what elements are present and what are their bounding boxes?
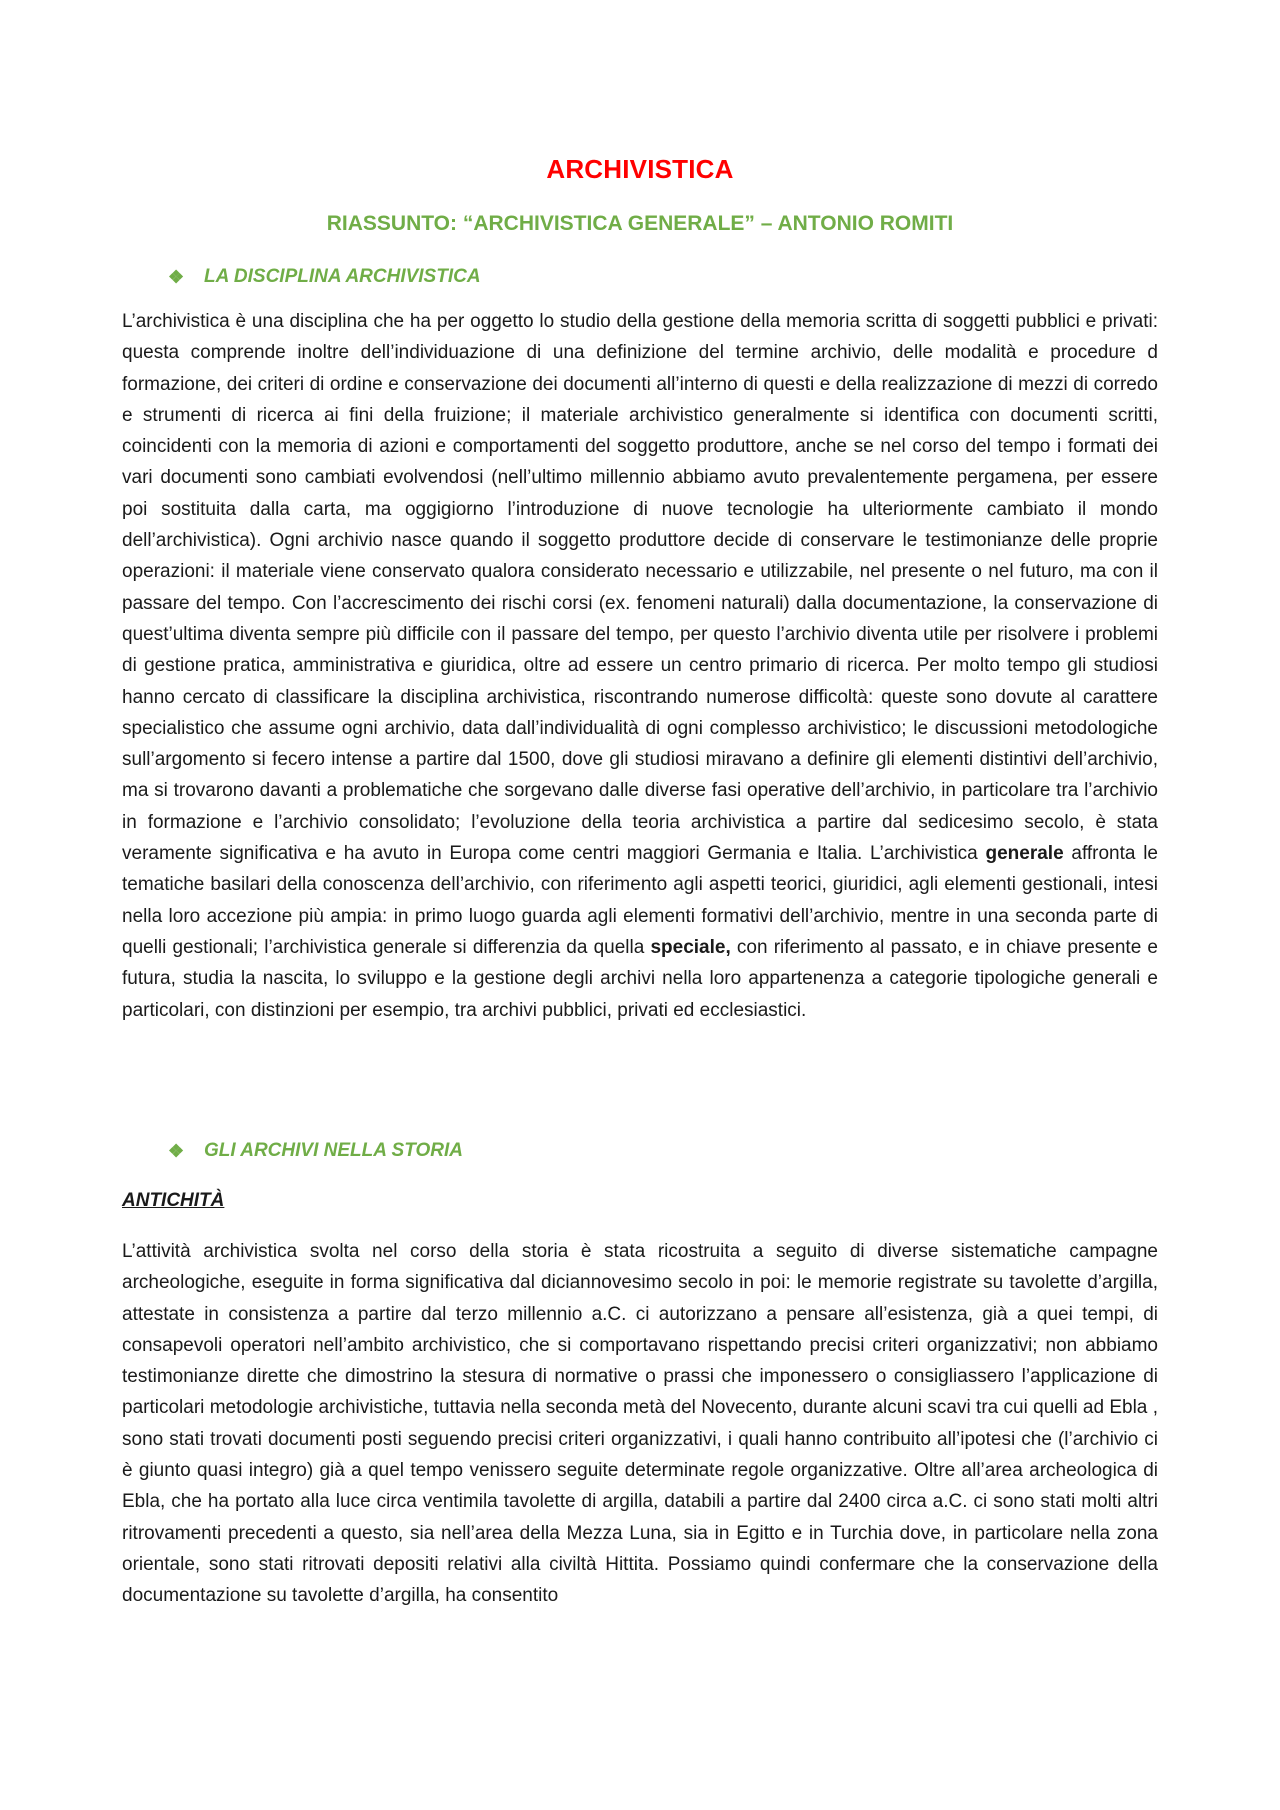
paragraph-antichita: L’attività archivistica svolta nel corso della storia è stata ricostruita a seguito di diverse sistematiche campagne archeologiche, eseguite in forma significativa dal diciannovesimo secolo in poi: le memorie registrate su tavolette d’argilla, attestate in consistenza a partire dal terzo millennio a.C. ci autorizzano a pensare all’esistenza, già a quei tempi, di consapevoli operatori nell’ambito archivistico, che si comportavano rispettando precisi criteri organizzativi; non abbiamo testimonianze dirette che dimostrino la stesura di normative o prassi che imponessero o consigliassero l’applicazione di particolari metodologie archivistiche, tuttavia nella seconda metà del Novecento, durante alcuni scavi tra cui quelli ad Ebla , sono stati trovati documenti posti seguendo precisi criteri organizzativi, i quali hanno contribuito all’ipotesi che (l’archivio ci è giunto quasi integro) già a quel tempo venissero seguite determinate regole organizzative. Oltre all’area archeologica di Ebla, che ha portato alla luce circa ventimila tavolette di argilla, databili a partire dal 2400 circa a.C. ci sono stati molti altri ritrovamenti precedenti a questo, sia nell’area della Mezza Luna, sia in Egitto e in Turchia dove, in particolare nella zona orientale, sono stati ritrovati depositi relativi alla civiltà Hittita. Possiamo quindi confermare che la conservazione della documentazione su tavolette d’argilla, ha consentito xyxy=(122,1241,1158,1607)
section-heading-text: GLI ARCHIVI NELLA STORIA xyxy=(204,1140,463,1161)
paragraph-text: affronta le tematiche basilari della conoscenza dell’archivio, con riferimento agli aspetti teorici, giuridici, agli elementi gestionali, intesi nella loro accezione più ampia: in primo luogo guarda agli elementi formativi dell’archivio, mentre in una seconda parte di quelli gestionali; l’archivistica generale si differenzia da quella xyxy=(122,843,1158,958)
paragraph-text: L’archivistica è una disciplina che ha per oggetto lo studio della gestione della memoria scritta di soggetti pubblici e privati: questa comprende inoltre dell’individuazione di una definizione del termine archivio, delle modalità e procedure d formazione, dei criteri di ordine e conservazione dei documenti all’interno di questi e della realizzazione di mezzi di corredo e strumenti di ricerca ai fini della fruizione; il materiale archivistico generalmente si identifica con documenti scritti, coincidenti con la memoria di azioni e comportamenti del soggetto produttore, anche se nel corso del tempo i formati dei vari documenti sono cambiati evolvendosi (nell’ultimo millennio abbiamo avuto prevalentemente pergamena, per essere poi sostituita dalla carta, ma oggigiorno l’introduzione di nuove tecnologie ha ulteriormente cambiato il mondo dell’archivistica). Ogni archivio nasce quando il soggetto produttore decide di conservare le testimonianze delle proprie operazioni: il materiale viene conservato qualora considerato necessario e utilizzabile, nel presente o nel futuro, ma con il passare del tempo. Con l’accrescimento dei rischi corsi (ex. fenomeni naturali) dalla documentazione, la conservazione di quest’ultima diventa sempre più difficile con il passare del tempo, per questo l’archivio diventa utile per risolvere i problemi di gestione pratica, amministrativa e giuridica, oltre ad essere un centro primario di ricerca. Per molto tempo gli studiosi hanno cercato di classificare la disciplina archivistica, riscontrando numerose difficoltà: queste sono dovute al carattere specialistico che assume ogni archivio, data dall’individualità di ogni complesso archivistico; le discussioni metodologiche sull’argomento si fecero intense a partire dal 1500, dove gli studiosi miravano a definire gli elementi distintivi dell’archivio, ma si trovarono davanti a problematiche che sorgevano dalle diverse fasi operative dell’archivio, in particolare tra l’archivio in formazione e l’archivio consolidato; l’evoluzione della teoria archivistica a partire dal sedicesimo secolo, è stata veramente significativa e ha avuto in Europa come centri maggiori Germania e Italia. L’archivistica xyxy=(122,311,1158,865)
diamond-bullet-icon: ❖ xyxy=(168,1140,185,1161)
bold-term-speciale: speciale, xyxy=(650,936,731,958)
document-title: ARCHIVISTICA xyxy=(546,154,734,184)
section-heading-text: LA DISCIPLINA ARCHIVISTICA xyxy=(204,266,481,287)
section-heading-disciplina xyxy=(168,266,481,288)
paragraph-text: con riferimento al passato, e in chiave presente e futura, studia la nascita, lo sviluppo e la gestione degli archivi nella loro appartenenza a categorie tipologiche generali e particolari, con distinzioni per esempio, tra archivi pubblici, privati ed ecclesiastici. xyxy=(122,936,1158,1021)
diamond-bullet-icon: ❖ xyxy=(168,266,185,287)
subheading-antichita: ANTICHITÀ xyxy=(122,1190,225,1211)
bold-term-generale: generale xyxy=(985,843,1064,865)
section-heading-storia xyxy=(168,1140,463,1162)
document-subtitle: RIASSUNTO: “ARCHIVISTICA GENERALE” – ANTONIO ROMITI xyxy=(326,212,954,235)
paragraph-disciplina xyxy=(122,306,1158,1026)
